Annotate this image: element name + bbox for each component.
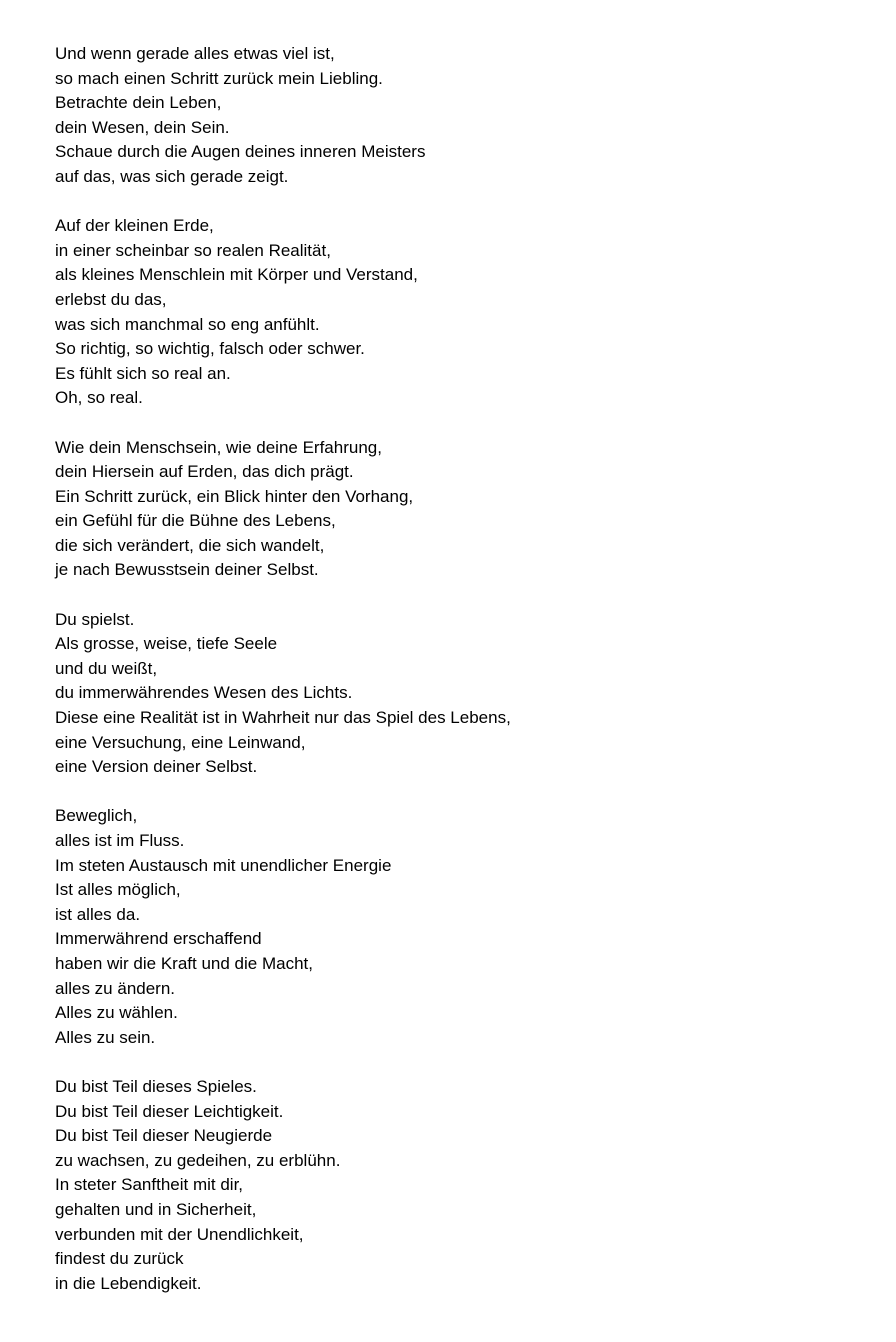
poem-line: in einer scheinbar so realen Realität, bbox=[55, 240, 331, 260]
poem-line: findest du zurück bbox=[55, 1249, 184, 1269]
poem-text bbox=[55, 42, 511, 1296]
poem-line: verbunden mit der Unendlichkeit, bbox=[55, 1224, 304, 1244]
poem-line: ist alles da. bbox=[55, 904, 141, 924]
poem-line: Ist alles möglich, bbox=[55, 880, 181, 900]
poem-line: zu wachsen, zu gedeihen, zu erblühn. bbox=[55, 1150, 341, 1170]
poem-line: Du spielst. bbox=[55, 609, 135, 629]
poem-line: Ein Schritt zurück, ein Blick hinter den Vorhang, bbox=[55, 486, 414, 506]
poem-line: je nach Bewusstsein deiner Selbst. bbox=[55, 560, 319, 580]
poem-line: in die Lebendigkeit. bbox=[55, 1273, 202, 1293]
poem-line: alles ist im Fluss. bbox=[55, 831, 185, 850]
poem-line: du immerwährendes Wesen des Lichts. bbox=[55, 683, 353, 703]
poem-line: ein Gefühl für die Bühne des Lebens, bbox=[55, 511, 336, 531]
poem-line: Beweglich, bbox=[55, 806, 138, 826]
stanza bbox=[55, 804, 511, 1050]
stanza bbox=[55, 1075, 511, 1296]
poem-line: auf das, was sich gerade zeigt. bbox=[55, 166, 289, 186]
poem-line: haben wir die Kraft und die Macht, bbox=[55, 953, 313, 973]
poem-line: Diese eine Realität ist in Wahrheit nur das Spiel des Lebens, bbox=[55, 708, 511, 728]
poem-line: dein Hiersein auf Erden, das dich prägt. bbox=[55, 462, 354, 482]
poem-line: erlebst du das, bbox=[55, 289, 167, 309]
poem-line: Immerwährend erschaffend bbox=[55, 929, 262, 949]
poem-line: In steter Sanftheit mit dir, bbox=[55, 1175, 244, 1195]
poem-line: so mach einen Schritt zurück mein Liebling. bbox=[55, 68, 383, 88]
poem-line: Es fühlt sich so real an. bbox=[55, 363, 231, 383]
poem-line: als kleines Menschlein mit Körper und Verstand, bbox=[55, 265, 418, 285]
poem-line: Als grosse, weise, tiefe Seele bbox=[55, 634, 278, 654]
poem-line: alles zu ändern. bbox=[55, 978, 176, 998]
poem-line: eine Versuchung, eine Leinwand, bbox=[55, 732, 306, 752]
stanza bbox=[55, 214, 511, 411]
poem-line: und du weißt, bbox=[55, 658, 158, 678]
stanza bbox=[55, 608, 511, 780]
poem-line: Oh, so real. bbox=[55, 388, 143, 408]
stanza bbox=[55, 42, 511, 190]
poem-line: Du bist Teil dieser Leichtigkeit. bbox=[55, 1101, 284, 1121]
poem-line: Du bist Teil dieses Spieles. bbox=[55, 1076, 257, 1096]
poem-line: die sich verändert, die sich wandelt, bbox=[55, 535, 325, 555]
poem-line: dein Wesen, dein Sein. bbox=[55, 117, 230, 137]
poem-line: Schaue durch die Augen deines inneren Meisters bbox=[55, 142, 426, 162]
stanza bbox=[55, 436, 511, 584]
poem-line: Du bist Teil dieser Neugierde bbox=[55, 1126, 273, 1146]
poem-line: gehalten und in Sicherheit, bbox=[55, 1199, 257, 1219]
poem-line: Alles zu sein. bbox=[55, 1027, 156, 1047]
poem-line: Auf der kleinen Erde, bbox=[55, 216, 214, 236]
poem-line: was sich manchmal so eng anfühlt. bbox=[55, 314, 320, 334]
poem-line: Und wenn gerade alles etwas viel ist, bbox=[55, 44, 335, 63]
poem-line: Im steten Austausch mit unendlicher Energie bbox=[55, 855, 392, 875]
poem-line: Betrachte dein Leben, bbox=[55, 93, 222, 113]
poem-line: Wie dein Menschsein, wie deine Erfahrung, bbox=[55, 437, 382, 457]
poem-line: So richtig, so wichtig, falsch oder schwer. bbox=[55, 339, 365, 359]
poem-line: Alles zu wählen. bbox=[55, 1003, 178, 1023]
poem-line: eine Version deiner Selbst. bbox=[55, 757, 258, 777]
